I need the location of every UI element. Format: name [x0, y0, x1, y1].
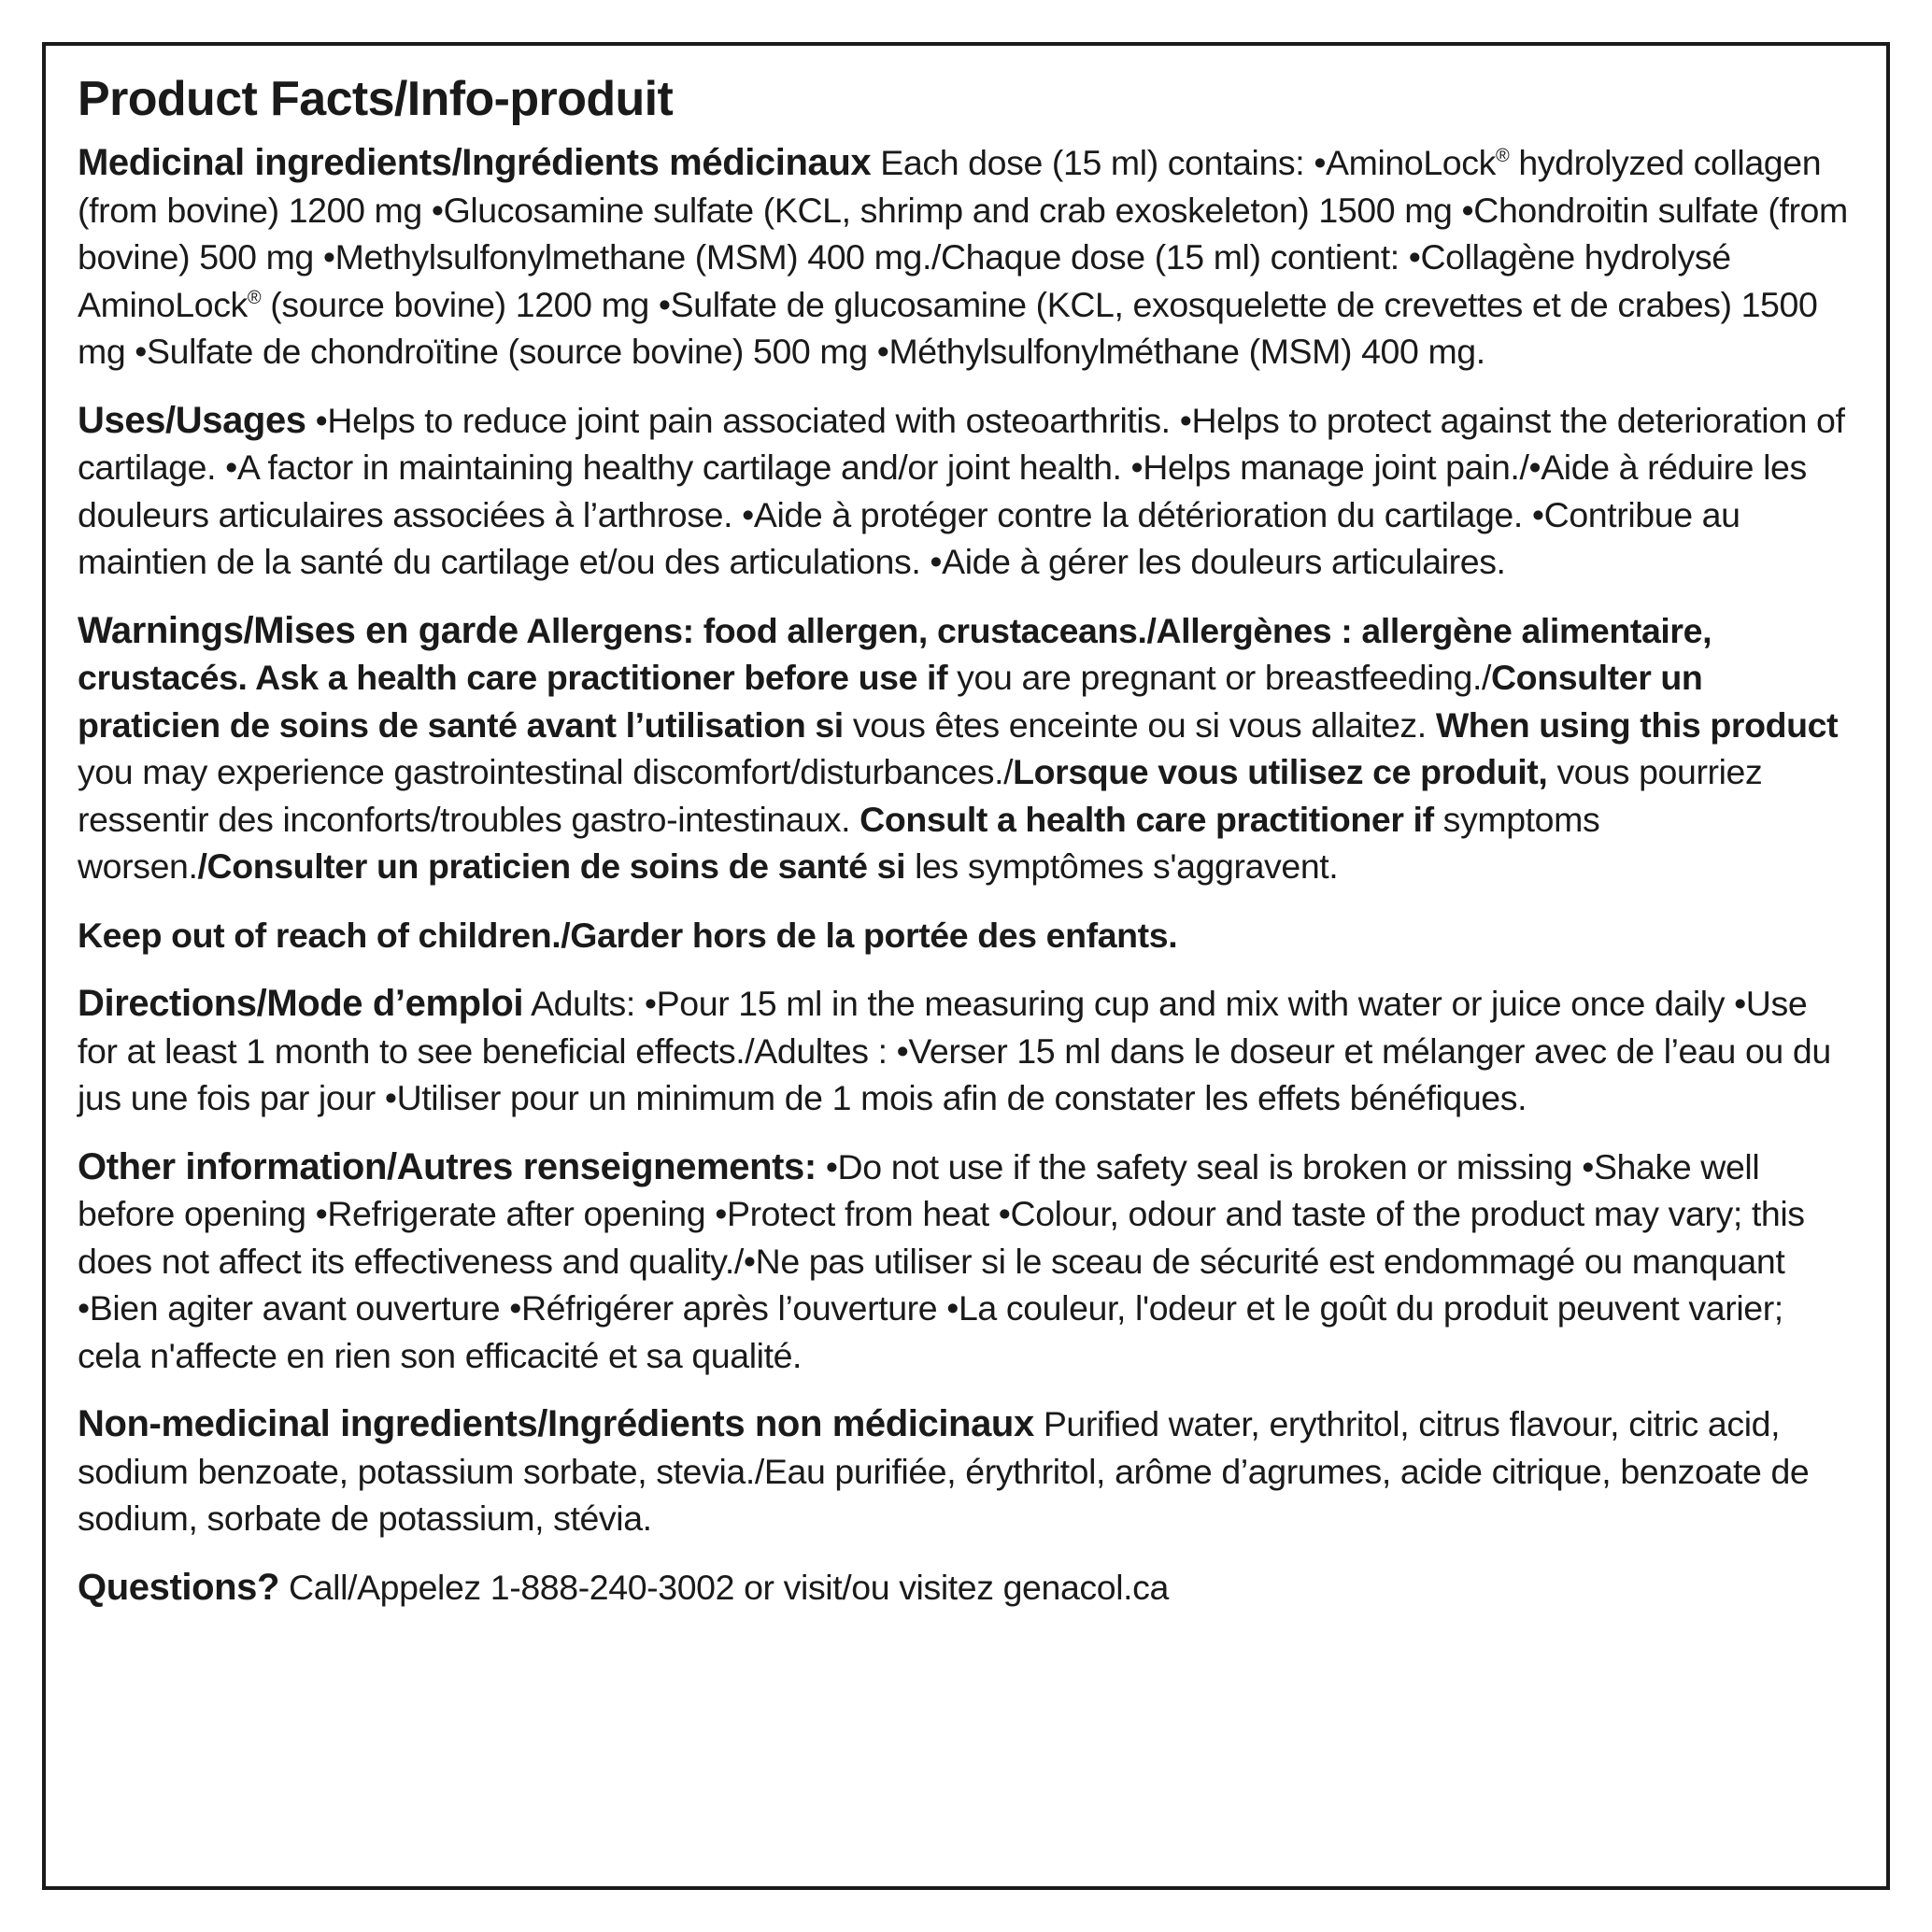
medicinal-text-3: (source bovine) 1200 mg •Sulfate de glucosamine (KCL, exosquelette de crevettes et de crabes) 1500 mg •Sulfate de chondroïtine (source bovine) 500 mg •Méthylsulfonylméthane (MSM) 400 mg. [78, 284, 1818, 372]
warnings-text-2: vous êtes enceinte ou si vous allaitez. [843, 704, 1436, 745]
medicinal-ingredients-heading: Medicinal ingredients/Ingrédients médicinaux [78, 142, 872, 184]
questions-heading: Questions? [78, 1566, 280, 1608]
warnings-bold-3: When using this product [1435, 704, 1839, 745]
questions-section [78, 1564, 1854, 1612]
product-facts-panel [42, 42, 1890, 1890]
warnings-bold-4: Lorsque vous utilisez ce produit, [1013, 752, 1548, 792]
warnings-heading: Warnings/Mises en garde [78, 609, 519, 651]
warnings-text-4: vous pourriez ressentir des inconforts/troubles gastro-intestinaux. [78, 752, 1763, 839]
warnings-text-1: you are pregnant or breastfeeding./ [947, 658, 1491, 698]
directions-section [78, 980, 1854, 1122]
registered-mark: ® [1495, 146, 1510, 167]
warnings-text-5: symptoms worsen. [78, 799, 1600, 887]
directions-heading: Directions/Mode d’emploi [78, 983, 524, 1025]
keep-out-text: Keep out of reach of children./Garder hors de la portée des enfants. [78, 915, 1178, 955]
warnings-text-3: you may experience gastrointestinal discomfort/disturbances./ [78, 752, 1014, 792]
warnings-text-6: les symptômes s'aggravent. [905, 846, 1339, 887]
medicinal-ingredients-section [78, 139, 1854, 376]
questions-text: Call/Appelez 1-888-240-3002 or visit/ou visitez genacol.ca [279, 1567, 1169, 1607]
warnings-bold-1: Allergens: food allergen, crustaceans./Allergènes : allergène alimentaire, crustacés. Ask a health care practitioner before use if [78, 610, 1712, 698]
uses-text: •Helps to reduce joint pain associated with osteoarthritis. •Helps to protect against the deterioration of cartilage. •A factor in maintaining healthy cartilage and/or joint health. •Helps manage joint pain./•Aide à réduire les douleurs articulaires associées à l’arthrose. •Aide à protéger contre la détérioration du cartilage. •Contribue au maintien de la santé du cartilage et/ou des articulations. •Aide à gérer les douleurs articulaires. [78, 400, 1845, 582]
warnings-section [78, 607, 1854, 890]
uses-heading: Uses/Usages [78, 399, 306, 441]
warnings-bold-6: /Consulter un praticien de soins de santé si [197, 846, 906, 887]
other-information-section [78, 1144, 1854, 1380]
other-information-heading: Other information/Autres renseignements: [78, 1145, 817, 1187]
warnings-bold-5: Consult a health care practitioner if [859, 799, 1434, 839]
other-information-text: •Do not use if the safety seal is broken or missing •Shake well before opening •Refrigerate after opening •Protect from heat •Colour, odour and taste of the product may vary; this does not affect its effectiveness and quality./•Ne pas utiliser si le sceau de sécurité est endommagé ou manquant •Bien agiter avant ouverture •Réfrigérer après l’ouverture •La couleur, l'odeur et le goût du produit peuvent varier; cela n'affecte en rien son efficacité et sa qualité. [78, 1146, 1805, 1375]
medicinal-text-2: hydrolyzed collagen (from bovine) 1200 mg •Glucosamine sulfate (KCL, shrimp and crab exoskeleton) 1500 mg •Chondroitin sulfate (from bovine) 500 mg •Methylsulfonylmethane (MSM) 400 mg./Chaque dose (15 ml) contient: •Collagène hydrolysé AminoLock [78, 143, 1848, 324]
keep-out-section [78, 912, 1854, 959]
non-medicinal-section [78, 1400, 1854, 1542]
registered-mark: ® [247, 287, 262, 308]
non-medicinal-text: Purified water, erythritol, citrus flavour, citric acid, sodium benzoate, potassium sorbate, stevia./Eau purifiée, érythritol, arôme d’agrumes, acide citrique, benzoate de sodium, sorbate de potassium, stévia. [78, 1404, 1810, 1539]
directions-text: Adults: •Pour 15 ml in the measuring cup and mix with water or juice once daily •Use for at least 1 month to see beneficial effects./Adultes : •Verser 15 ml dans le doseur et mélanger avec de l’eau ou du jus une fois par jour •Utiliser pour un minimum de 1 mois afin de constater les effets bénéfiques. [78, 984, 1831, 1118]
warnings-bold-2: Consulter un praticien de soins de santé avant l’utilisation si [78, 658, 1703, 745]
medicinal-text-1: Each dose (15 ml) contains: •AminoLock [871, 143, 1496, 183]
non-medicinal-heading: Non-medicinal ingredients/Ingrédients non médicinaux [78, 1403, 1034, 1445]
uses-section [78, 397, 1854, 586]
page-title: Product Facts/Info-produit [78, 72, 674, 126]
